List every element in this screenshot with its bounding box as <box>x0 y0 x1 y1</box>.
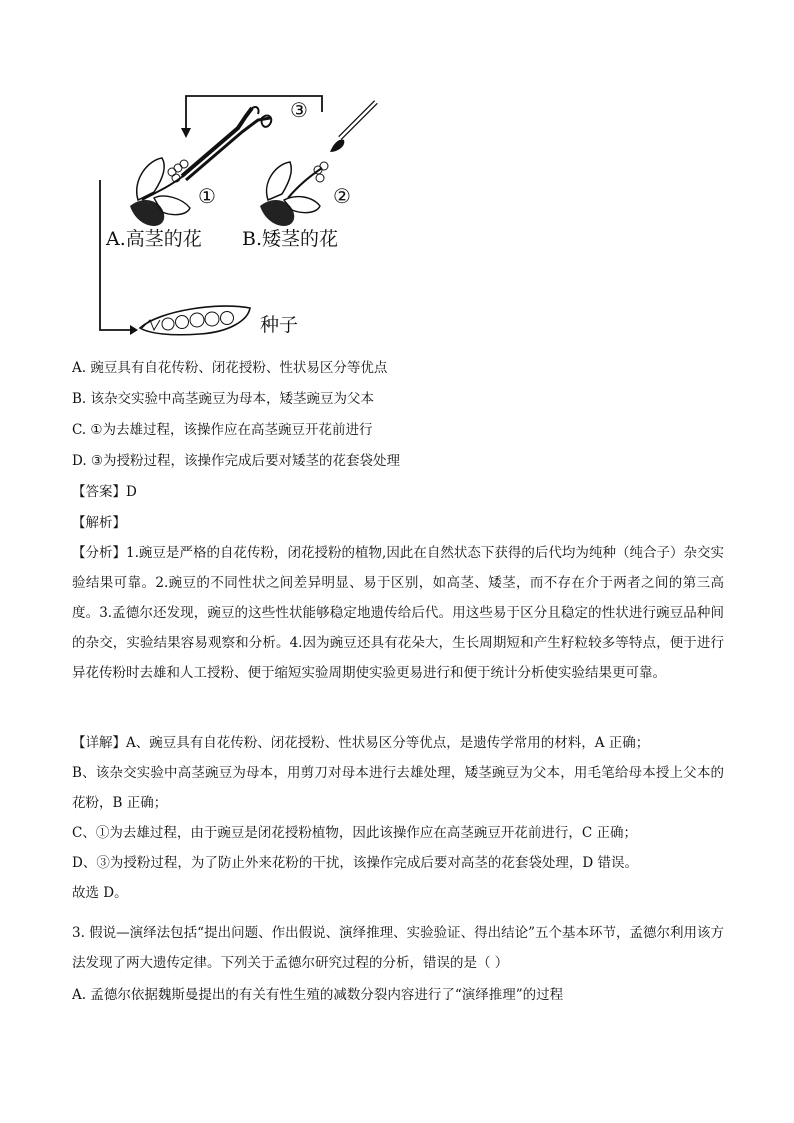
option-b: B. 该杂交实验中高茎豌豆为母本，矮茎豌豆为父本 <box>72 391 375 407</box>
mark-step-1: ① <box>198 184 216 208</box>
pea-cross-figure <box>90 88 390 338</box>
label-tall-flower: A.高茎的花 <box>106 228 202 250</box>
flower-a-drawing <box>130 158 190 226</box>
fenxi-tag: 【分析】 <box>72 545 127 561</box>
pea-pod-drawing <box>140 306 250 335</box>
option-a: A. 豌豆具有自花传粉、闭花授粉、性状易区分等优点 <box>72 360 388 376</box>
xiangjie-line-d: D、③为授粉过程，为了防止外来花粉的干扰，该操作完成后要对高茎的花套袋处理，D 错误。 <box>72 855 638 871</box>
fenxi-paragraph <box>72 538 724 688</box>
question-3-option-a: A. 孟德尔依据魏斯曼提出的有关有性生殖的减数分裂内容进行了“演绎推理”的过程 <box>72 987 564 1003</box>
answer-line <box>72 482 724 502</box>
option-d: D. ③为授粉过程，该操作完成后要对矮茎的花套袋处理 <box>72 453 401 469</box>
label-short-flower: B.矮茎的花 <box>242 228 339 250</box>
arrow-to-seed <box>100 180 130 330</box>
answer-tag: 【答案】 <box>72 484 126 500</box>
label-seed: 种子 <box>260 314 299 336</box>
scissors-drawing <box>182 107 271 180</box>
mark-step-2: ② <box>333 184 351 208</box>
question-3-stem: 3. 假说—演绎法包括“提出问题、作出假说、演绎推理、实验验证、得出结论”五个基本环节，孟德尔利用该方法发现了两大遗传定律。下列关于孟德尔研究过程的分析，错误的是（ ） <box>72 925 724 971</box>
mark-step-3: ③ <box>290 98 308 122</box>
arrow-head-seed <box>130 325 138 335</box>
option-c: C. ①为去雄过程，该操作应在高茎豌豆开花前进行 <box>72 422 373 438</box>
flower-b-drawing <box>260 162 328 226</box>
xiangjie-paragraph <box>72 728 724 908</box>
xiangjie-tag: 【详解】 <box>72 735 126 751</box>
xiangjie-line-c: C、①为去雄过程，由于豌豆是闭花授粉植物，因此该操作应在高茎豌豆开花前进行，C 正确； <box>72 825 637 841</box>
xiangjie-conclusion: 故选 D。 <box>72 885 128 901</box>
xiangjie-line-a: A、豌豆具有自花传粉、闭花授粉、性状易区分等优点，是遗传学常用的材料，A 正确； <box>126 735 650 751</box>
arrow-head-transfer <box>181 128 191 138</box>
analysis-tag: 【解析】 <box>72 515 126 531</box>
pea-cross-diagram <box>90 88 390 338</box>
brush-drawing <box>330 100 378 152</box>
fenxi-text: 1.豌豆是严格的自花传粉，闭花授粉的植物,因此在自然状态下获得的后代均为纯种（纯合子）杂交实验结果可靠。2.豌豆的不同性状之间差异明显、易于区别，如高茎、矮茎，而不存在介于两者之间的第三高度。3.孟德尔还发现，豌豆的这些性状能够稳定地遗传给后代。用这些易于区分且稳定的性状进行豌豆品种间的杂交，实验结果容易观察和分析。4.因为豌豆还具有花朵大，生长周期短和产生籽粒较多等特点，便于进行异花传粉时去雄和人工授粉、便于缩短实验周期使实验更易进行和便于统计分析使实验结果更可靠。 <box>72 545 725 681</box>
xiangjie-line-b: B、该杂交实验中高茎豌豆为母本，用剪刀对母本进行去雄处理，矮茎豌豆为父本，用毛笔给母本授上父本的花粉，B 正确； <box>72 765 724 811</box>
answer-value: D <box>126 484 137 500</box>
